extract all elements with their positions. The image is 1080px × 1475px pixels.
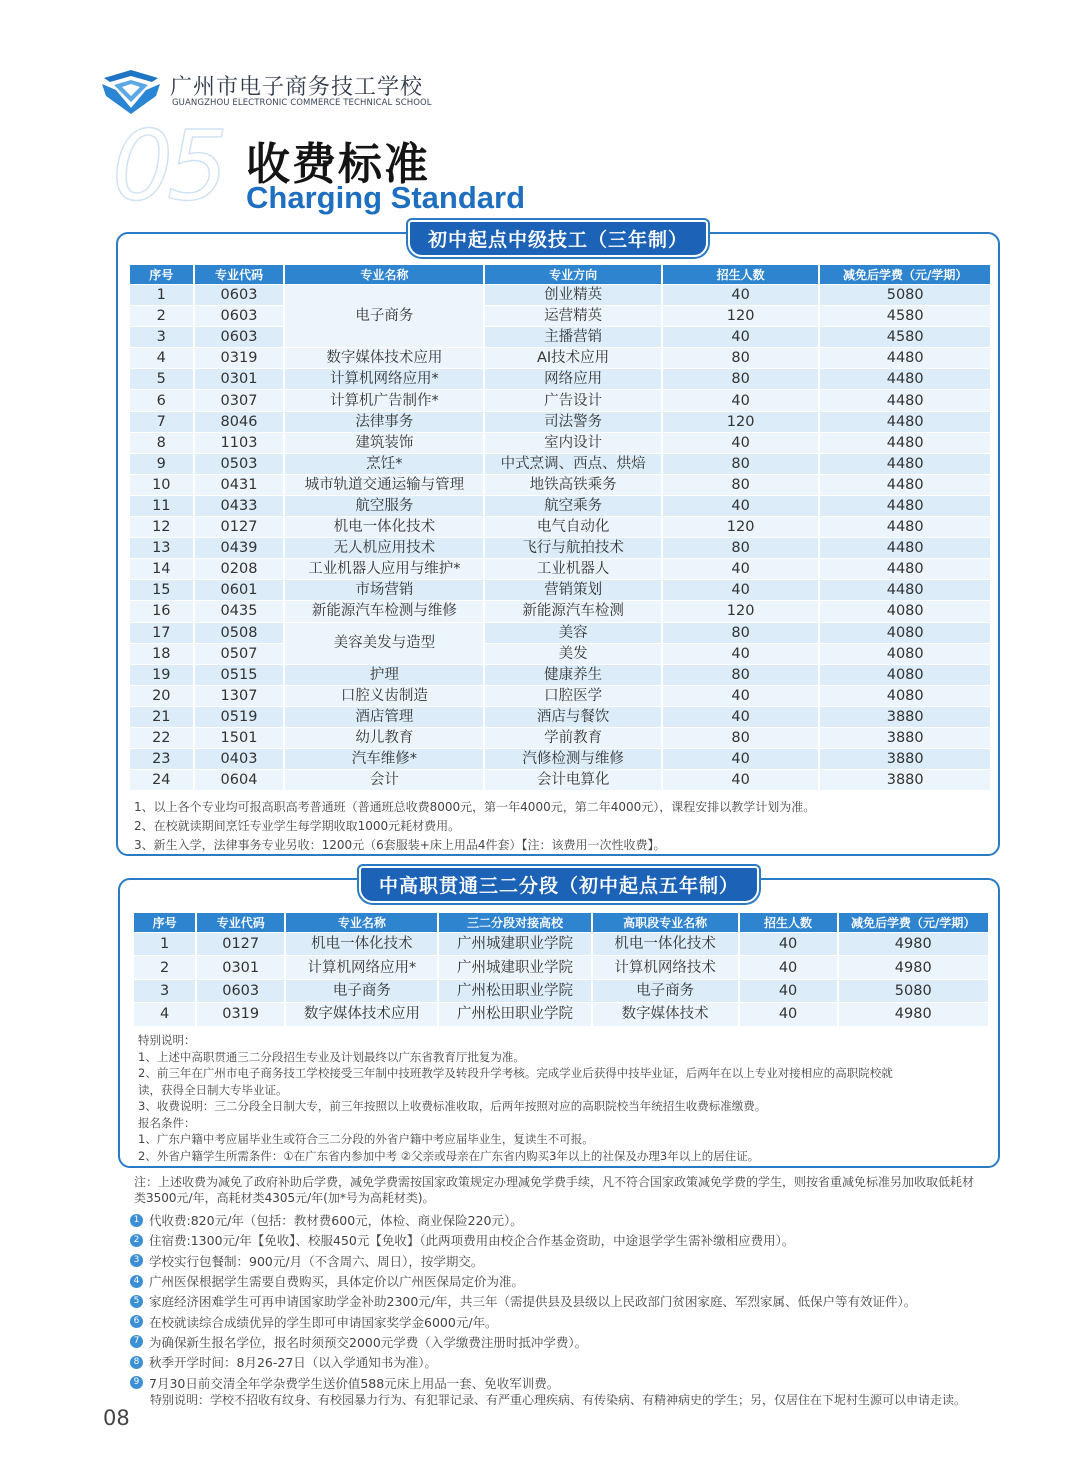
table-cell: 40 — [663, 390, 818, 410]
table-cell: 机电一体化技术 — [593, 933, 738, 955]
table-cell: 0127 — [195, 517, 284, 537]
table-cell: 120 — [663, 412, 818, 432]
section-title: 中高职贯通三二分段（初中起点五年制） — [359, 866, 759, 903]
table-cell: 0319 — [195, 348, 284, 368]
table-row — [130, 580, 990, 600]
table-cell: 40 — [663, 580, 818, 600]
table-cell: 1501 — [195, 728, 284, 748]
school-name-en: GUANGZHOU ELECTRONIC COMMERCE TECHNICAL SCHOOL — [172, 98, 432, 108]
table-cell: 0403 — [195, 749, 284, 769]
table-cell: 80 — [663, 728, 818, 748]
table-cell: 新能源汽车检测 — [485, 601, 661, 621]
list-item — [130, 1332, 1010, 1352]
table-cell: 中式烹调、西点、烘焙 — [485, 454, 661, 474]
table-cell: 数字媒体技术应用 — [286, 1003, 437, 1025]
list-item-text: 学校实行包餐制：900元/月（不含周六、周日），按学期交。 — [149, 1253, 484, 1269]
table-row — [130, 285, 990, 305]
list-item — [130, 1311, 1010, 1331]
table-cell: 美容 — [485, 623, 661, 643]
table-cell: 1103 — [195, 433, 284, 453]
table-cell: 电子商务 — [285, 285, 483, 347]
table-cell: 广告设计 — [485, 390, 661, 410]
table-cell: 22 — [130, 728, 193, 748]
table-row — [134, 956, 988, 978]
table-cell: 2 — [134, 956, 195, 978]
number-bullet-icon: 8 — [130, 1356, 143, 1369]
table-cell: 1307 — [195, 686, 284, 706]
table-cell: 9 — [130, 454, 193, 474]
table-cell: 口腔医学 — [485, 686, 661, 706]
table-cell: 120 — [663, 517, 818, 537]
table-cell: 19 — [130, 665, 193, 685]
table-cell: 4480 — [820, 412, 990, 432]
list-item — [130, 1352, 1010, 1372]
table-cell: 机电一体化技术 — [286, 933, 437, 955]
table-cell: 5 — [130, 369, 193, 389]
table-cell: 市场营销 — [285, 580, 483, 600]
table-cell: 0301 — [197, 956, 284, 978]
table-row — [130, 348, 990, 368]
table-cell: 4480 — [820, 496, 990, 516]
table-cell: 4480 — [820, 517, 990, 537]
table-cell: 法律事务 — [285, 412, 483, 432]
table-row — [130, 454, 990, 474]
table-cell: 广州松田职业学院 — [439, 1003, 590, 1025]
table-cell: 4080 — [820, 601, 990, 621]
table-cell: 40 — [663, 770, 818, 790]
table-cell: 40 — [663, 686, 818, 706]
fee-note — [134, 1174, 1004, 1206]
table-cell: 14 — [130, 559, 193, 579]
table-cell: 23 — [130, 749, 193, 769]
col-header: 专业名称 — [285, 265, 483, 284]
table-cell: 电气自动化 — [485, 517, 661, 537]
table-cell: 40 — [663, 496, 818, 516]
table-row — [130, 728, 990, 748]
table-cell: 0503 — [195, 454, 284, 474]
table-cell: 8046 — [195, 412, 284, 432]
table-row — [130, 559, 990, 579]
table-cell: 8 — [130, 433, 193, 453]
special-note: 特别说明：学校不招收有纹身、有校园暴力行为、有犯罪记录、有严重心理疾病、有传染病、有精神病史的学生；另，仅居住在下坭村生源可以申请走读。 — [150, 1393, 967, 1407]
table-cell: 5080 — [820, 285, 990, 305]
table-cell: 40 — [663, 559, 818, 579]
table-cell: 40 — [663, 433, 818, 453]
table-row — [130, 686, 990, 706]
table-cell: 80 — [663, 475, 818, 495]
table-row — [130, 644, 990, 664]
table-cell: 15 — [130, 580, 193, 600]
table-cell: 40 — [663, 327, 818, 347]
section-title: 初中起点中级技工（三年制） — [408, 220, 708, 257]
table-cell: 数字媒体技术 — [593, 1003, 738, 1025]
table-cell: 0601 — [195, 580, 284, 600]
list-item-text: 代收费:820元/年（包括：教材费600元，体检、商业保险220元）。 — [149, 1213, 523, 1229]
table-cell: 40 — [740, 956, 837, 978]
number-bullet-icon: 1 — [130, 1214, 143, 1227]
table-cell: 3880 — [820, 728, 990, 748]
note-line: 1、广东户籍中考应届毕业生或符合三二分段的外省户籍中考应届毕业生，复读生不可报。 — [138, 1132, 594, 1146]
table-row — [130, 306, 990, 326]
col-header: 专业代码 — [197, 913, 284, 932]
table-cell: 无人机应用技术 — [285, 538, 483, 558]
table-cell: 0208 — [195, 559, 284, 579]
table-row — [130, 369, 990, 389]
table-row — [130, 412, 990, 432]
table-cell: 航空乘务 — [485, 496, 661, 516]
col-header: 高职段专业名称 — [593, 913, 738, 932]
table-cell: 40 — [663, 285, 818, 305]
table-cell: 120 — [663, 601, 818, 621]
table-cell: 17 — [130, 623, 193, 643]
table-cell: 计算机网络应用* — [285, 369, 483, 389]
list-item-text: 秋季开学时间：8月26-27日（以入学通知书为准）。 — [149, 1355, 438, 1371]
number-bullet-icon: 7 — [130, 1335, 143, 1348]
table-cell: 运营精英 — [485, 306, 661, 326]
table-cell: 主播营销 — [485, 327, 661, 347]
list-item-text: 7月30日前交清全年学杂费学生送价值588元床上用品一套、免收军训费。 — [149, 1375, 560, 1391]
table-row — [130, 707, 990, 727]
table-cell: 0604 — [195, 770, 284, 790]
table-cell: 4480 — [820, 454, 990, 474]
table-row — [134, 1003, 988, 1025]
table-cell: 4080 — [820, 665, 990, 685]
table-cell: 航空服务 — [285, 496, 483, 516]
table-cell: 0603 — [195, 306, 284, 326]
table-cell: 40 — [740, 1003, 837, 1025]
table-cell: 城市轨道交通运输与管理 — [285, 475, 483, 495]
table-cell: 40 — [663, 707, 818, 727]
note-text: 注：上述收费为减免了政府补助后学费，减免学费需按国家政策规定办理减免学费手续，凡不符合国家政策减免学费的学生，则按省重减免标准另加收取低耗材类3500元/年，高耗材类4305元/年(加*号为高耗材类)。 — [134, 1175, 975, 1205]
note-line: 2、前三年在广州市电子商务技工学校接受三年制中技班教学及转段升学考核。完成学业后获得中技毕业证，后两年在以上专业对接相应的高职院校就 — [138, 1066, 893, 1080]
table-cell: 80 — [663, 369, 818, 389]
table-cell: 护理 — [285, 665, 483, 685]
table-cell: 4580 — [820, 306, 990, 326]
table-cell: 4980 — [839, 956, 989, 978]
table-cell: 4580 — [820, 327, 990, 347]
table-cell: 16 — [130, 601, 193, 621]
table-cell: 40 — [663, 749, 818, 769]
table-cell: 10 — [130, 475, 193, 495]
table-cell: 0603 — [195, 285, 284, 305]
table-cell: 4480 — [820, 433, 990, 453]
table-cell: 计算机网络应用* — [286, 956, 437, 978]
table-row — [130, 770, 990, 790]
fee-items-list — [130, 1210, 1010, 1393]
list-item-text: 广州医保根据学生需要自费购买，具体定价以广州医保局定价为准。 — [149, 1274, 525, 1290]
table-cell: 4480 — [820, 348, 990, 368]
table-cell: 地铁高铁乘务 — [485, 475, 661, 495]
table-cell: 40 — [740, 933, 837, 955]
table-cell: 11 — [130, 496, 193, 516]
table-cell: 6 — [130, 390, 193, 410]
list-item — [130, 1230, 1010, 1250]
col-header: 三二分段对接高校 — [439, 913, 590, 932]
number-bullet-icon: 4 — [130, 1275, 143, 1288]
table-cell: 40 — [740, 980, 837, 1002]
note-line: 1、以上各个专业均可报高职高考普通班（普通班总收费8000元，第一年4000元，第二年4000元），课程安排以教学计划为准。 — [134, 800, 816, 814]
table-cell: 飞行与航拍技术 — [485, 538, 661, 558]
section-three-year — [116, 229, 1000, 856]
table-cell: 4 — [134, 1003, 195, 1025]
table-cell: 汽修检测与维修 — [485, 749, 661, 769]
table-cell: 工业机器人应用与维护* — [285, 559, 483, 579]
table-cell: 4980 — [839, 933, 989, 955]
table-cell: 20 — [130, 686, 193, 706]
col-header: 减免后学费（元/学期） — [839, 913, 989, 932]
table-cell: 0515 — [195, 665, 284, 685]
col-header: 招生人数 — [740, 913, 837, 932]
table-cell: 3 — [130, 327, 193, 347]
table-cell: 4 — [130, 348, 193, 368]
list-item — [130, 1210, 1010, 1230]
table-cell: 建筑装饰 — [285, 433, 483, 453]
table-cell: 口腔义齿制造 — [285, 686, 483, 706]
table-row — [134, 933, 988, 955]
page-title-en: Charging Standard — [246, 180, 526, 215]
note-line: 1、上述中高职贯通三二分段招生专业及计划最终以广东省教育厅批复为准。 — [138, 1049, 525, 1064]
table-cell: 4480 — [820, 538, 990, 558]
section-number: 05 — [112, 110, 223, 222]
col-header: 序号 — [134, 913, 195, 932]
table-row — [130, 749, 990, 769]
table-cell: 3880 — [820, 749, 990, 769]
table-cell: 工业机器人 — [485, 559, 661, 579]
table-cell: 0603 — [197, 980, 284, 1002]
table-row — [130, 538, 990, 558]
list-item-text: 在校就读综合成绩优异的学生即可申请国家奖学金6000元/年。 — [149, 1314, 498, 1330]
table-cell: 0301 — [195, 369, 284, 389]
table-cell: 美容美发与造型 — [285, 623, 483, 664]
table-cell: 0508 — [195, 623, 284, 643]
note-line: 2、外省户籍学生所需条件：①在广东省内参加中考 ②父亲或母亲在广东省内购买3年以上的社保及办理3年以上的居住证。 — [138, 1148, 760, 1163]
col-header: 减免后学费（元/学期） — [820, 265, 990, 284]
table-cell: 3880 — [820, 707, 990, 727]
table-cell: 80 — [663, 454, 818, 474]
list-item — [130, 1372, 1010, 1392]
table-row — [130, 517, 990, 537]
list-item — [130, 1251, 1010, 1271]
table-row — [130, 601, 990, 621]
table-cell: 0319 — [197, 1003, 284, 1025]
table-cell: 新能源汽车检测与维修 — [285, 601, 483, 621]
table-cell: 网络应用 — [485, 369, 661, 389]
fee-table-three-year — [128, 264, 992, 791]
col-header: 招生人数 — [663, 265, 818, 284]
col-header: 专业代码 — [195, 265, 284, 284]
table-cell: 1 — [130, 285, 193, 305]
table-cell: 40 — [663, 644, 818, 664]
table-cell: 4980 — [839, 1003, 989, 1025]
table-cell: 80 — [663, 623, 818, 643]
table-cell: 0603 — [195, 327, 284, 347]
table-cell: 学前教育 — [485, 728, 661, 748]
table-cell: 4480 — [820, 390, 990, 410]
table-cell: 80 — [663, 538, 818, 558]
list-item — [130, 1271, 1010, 1291]
col-header: 专业方向 — [485, 265, 661, 284]
table-cell: 会计电算化 — [485, 770, 661, 790]
table-cell: 80 — [663, 665, 818, 685]
number-bullet-icon: 9 — [130, 1376, 143, 1389]
table-cell: 0433 — [195, 496, 284, 516]
table-cell: 会计 — [285, 770, 483, 790]
table-cell: 0519 — [195, 707, 284, 727]
note-line: 3、新生入学，法律事务专业另收：1200元（6套服装+床上用品4件套）【注：该费用一次性收费】。 — [134, 838, 666, 852]
table-cell: 机电一体化技术 — [285, 517, 483, 537]
table-cell: 3 — [134, 980, 195, 1002]
table-cell: 广州城建职业学院 — [439, 933, 590, 955]
table-row — [130, 623, 990, 643]
table-cell: 计算机广告制作* — [285, 390, 483, 410]
col-header: 专业名称 — [286, 913, 437, 932]
school-logo-icon — [100, 68, 162, 114]
number-bullet-icon: 2 — [130, 1234, 143, 1247]
table-cell: 4080 — [820, 686, 990, 706]
table-cell: 0507 — [195, 644, 284, 664]
table-cell: 健康养生 — [485, 665, 661, 685]
table-cell: 4480 — [820, 475, 990, 495]
table-cell: 0307 — [195, 390, 284, 410]
table-cell: 2 — [130, 306, 193, 326]
table-cell: 13 — [130, 538, 193, 558]
section-five-year — [118, 875, 1000, 1168]
note-line: 特别说明： — [138, 1033, 196, 1047]
table-cell: 1 — [134, 933, 195, 955]
table-cell: 计算机网络技术 — [593, 956, 738, 978]
list-item-text: 住宿费:1300元/年【免收】、校服450元【免收】（此两项费用由校企合作基金资助，中途退学学生需补缴相应费用）。 — [149, 1233, 795, 1249]
table-cell: 司法警务 — [485, 412, 661, 432]
number-bullet-icon: 3 — [130, 1254, 143, 1267]
table-cell: 室内设计 — [485, 433, 661, 453]
section2-notes — [138, 1032, 986, 1164]
table-cell: 4080 — [820, 623, 990, 643]
table-cell: 汽车维修* — [285, 749, 483, 769]
table-cell: 0439 — [195, 538, 284, 558]
table-cell: 广州松田职业学院 — [439, 980, 590, 1002]
table-cell: 0435 — [195, 601, 284, 621]
table-cell: 4480 — [820, 369, 990, 389]
number-bullet-icon: 5 — [130, 1295, 143, 1308]
table-row — [130, 327, 990, 347]
table-row — [130, 390, 990, 410]
note-line: 读，获得全日制大专毕业证。 — [138, 1082, 288, 1097]
section1-notes — [134, 798, 815, 855]
table-row — [130, 665, 990, 685]
table-cell: 21 — [130, 707, 193, 727]
table-cell: 4480 — [820, 559, 990, 579]
table-cell: 0431 — [195, 475, 284, 495]
table-cell: 酒店管理 — [285, 707, 483, 727]
table-cell: 4080 — [820, 644, 990, 664]
page-number: 08 — [103, 1406, 130, 1430]
table-cell: 12 — [130, 517, 193, 537]
table-cell: 幼儿教育 — [285, 728, 483, 748]
table-cell: 18 — [130, 644, 193, 664]
table-cell: 5080 — [839, 980, 989, 1002]
note-line: 3、收费说明：三二分段全日制大专，前三年按照以上收费标准收取，后两年按照对应的高职院校当年统招生收费标准缴费。 — [138, 1099, 767, 1113]
table-cell: 24 — [130, 770, 193, 790]
list-item-text: 为确保新生报名学位，报名时须预交2000元学费（入学缴费注册时抵冲学费）。 — [149, 1334, 588, 1350]
table-cell: 烹饪* — [285, 454, 483, 474]
table-row — [130, 496, 990, 516]
table-cell: 电子商务 — [286, 980, 437, 1002]
col-header: 序号 — [130, 265, 193, 284]
table-row — [130, 475, 990, 495]
table-cell: 4480 — [820, 580, 990, 600]
table-row — [134, 980, 988, 1002]
table-cell: 7 — [130, 412, 193, 432]
school-name-cn: 广州市电子商务技工学校 — [170, 75, 424, 100]
table-cell: 120 — [663, 306, 818, 326]
table-cell: 0127 — [197, 933, 284, 955]
table-cell: 电子商务 — [593, 980, 738, 1002]
table-cell: 3880 — [820, 770, 990, 790]
table-cell: 80 — [663, 348, 818, 368]
number-bullet-icon: 6 — [130, 1315, 143, 1328]
list-item-text: 家庭经济困难学生可再申请国家助学金补助2300元/年，共三年（需提供县及县级以上民政部门贫困家庭、军烈家属、低保户等有效证件）。 — [149, 1294, 917, 1310]
list-item — [130, 1291, 1010, 1311]
page-title-cn: 收费标准 — [246, 139, 430, 190]
note-line: 报名条件： — [138, 1115, 196, 1130]
table-cell: 酒店与餐饮 — [485, 707, 661, 727]
table-cell: 数字媒体技术应用 — [285, 348, 483, 368]
table-cell: AI技术应用 — [485, 348, 661, 368]
table-cell: 创业精英 — [485, 285, 661, 305]
table-row — [130, 433, 990, 453]
table-cell: 营销策划 — [485, 580, 661, 600]
note-line: 2、在校就读期间烹饪专业学生每学期收取1000元耗材费用。 — [134, 819, 461, 833]
table-cell: 美发 — [485, 644, 661, 664]
table-cell: 广州城建职业学院 — [439, 956, 590, 978]
fee-table-five-year — [132, 912, 990, 1027]
